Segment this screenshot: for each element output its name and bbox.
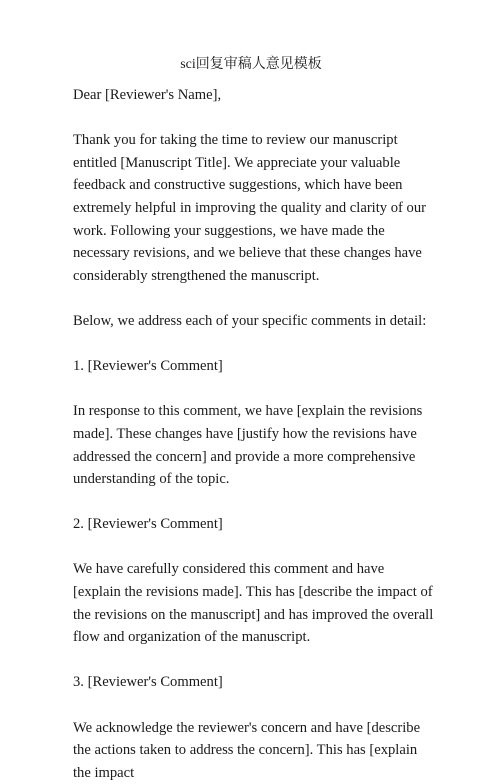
salutation: Dear [Reviewer's Name], <box>73 87 222 103</box>
response-paragraph-3: We acknowledge the reviewer's concern and have [describe the actions taken to address the concern]. This has [explain the impact <box>73 719 421 781</box>
intro-paragraph: Thank you for taking the time to review our manuscript entitled [Manuscript Title]. We appreciate your valuable feedback and constructive suggestions, which have been extremely helpful in improving the quality and clarity of our work. Following your suggestions, we have made the necessary revisions, and we believe that these changes have considerably strengthened the manuscript. <box>73 132 426 284</box>
response-paragraph-2: We have carefully considered this comment and have [explain the revisions made]. This has [describe the impact of the revisions on the manuscript] and has improved the overall flow and organization of the manuscript. <box>73 561 434 646</box>
document-title: sci回复审稿人意见模板 <box>180 57 322 72</box>
address-comments-paragraph: Below, we address each of your specific comments in detail: <box>73 312 427 329</box>
document-body <box>73 84 435 784</box>
response-paragraph-1: In response to this comment, we have [explain the revisions made]. These changes have [justify how the revisions have addressed the concern] and provide a more comprehensive understanding of the topic. <box>73 403 423 488</box>
comment-heading-1: 1. [Reviewer's Comment] <box>73 358 223 375</box>
comment-heading-2: 2. [Reviewer's Comment] <box>73 516 223 533</box>
comment-heading-3: 3. [Reviewer's Comment] <box>73 674 223 691</box>
